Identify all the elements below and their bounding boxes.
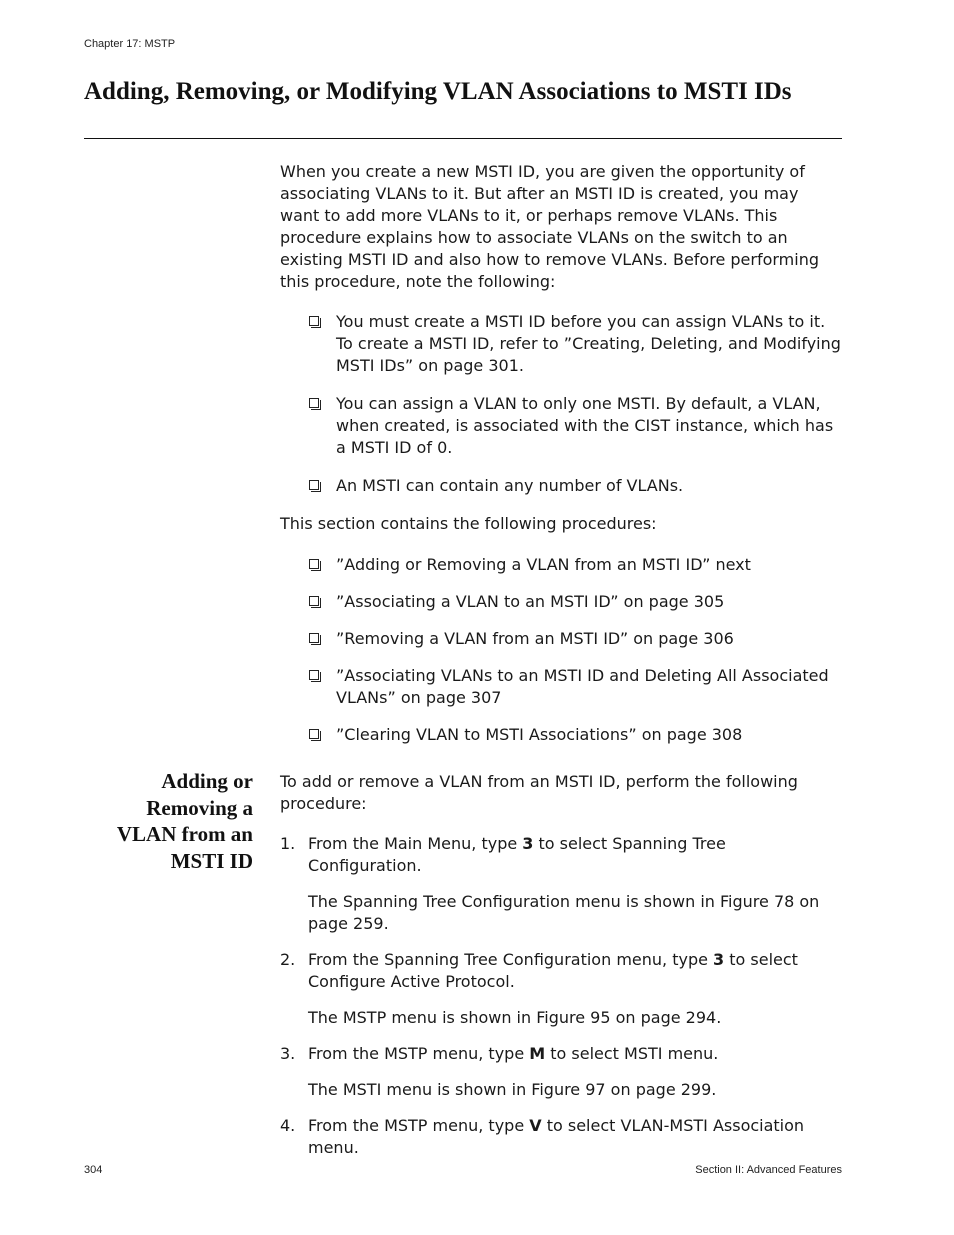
checkbox-bullet-icon xyxy=(309,729,319,739)
step-text-pre: From the Spanning Tree Configuration menu, type xyxy=(308,950,714,969)
procedure-link[interactable]: ”Clearing VLAN to MSTI Associations” on page 308 xyxy=(336,725,743,744)
checkbox-bullet-icon xyxy=(309,480,319,490)
procedure-link[interactable]: ”Associating a VLAN to an MSTI ID” on page 305 xyxy=(336,592,725,611)
step-item xyxy=(280,949,842,1029)
step-key: M xyxy=(529,1044,546,1063)
procedures-list xyxy=(308,554,842,746)
procedure-link[interactable]: ”Adding or Removing a VLAN from an MSTI ID” next xyxy=(336,555,751,574)
step-note: The MSTP menu is shown in Figure 95 on page 294. xyxy=(308,1008,722,1027)
note-text: An MSTI can contain any number of VLANs. xyxy=(336,476,684,495)
list-item xyxy=(308,393,842,459)
procedure-link[interactable]: ”Removing a VLAN from an MSTI ID” on page 306 xyxy=(336,629,734,648)
list-item xyxy=(308,475,842,497)
intro-block xyxy=(280,161,842,293)
step-number: 4. xyxy=(280,1116,296,1135)
step-key: 3 xyxy=(522,834,534,853)
steps-block xyxy=(280,833,842,1159)
running-head: Chapter 17: MSTP xyxy=(84,38,176,50)
checkbox-bullet-icon xyxy=(309,398,319,408)
step-key: 3 xyxy=(713,950,725,969)
step-item xyxy=(280,1043,842,1101)
step-number: 1. xyxy=(280,834,296,853)
step-text-post: to select VLAN-MSTI Association menu. xyxy=(308,1116,805,1157)
checkbox-bullet-icon xyxy=(309,559,319,569)
procedures-block xyxy=(308,554,842,746)
subsection-lead: To add or remove a VLAN from an MSTI ID, perform the following procedure: xyxy=(280,772,798,813)
intro-paragraph: When you create a new MSTI ID, you are given the opportunity of associating VLANs to it. But after an MSTI ID is created, you may want to add more VLANs to it, or perhaps remove VLANs. This procedure explains how to associate VLANs on the switch to an existing MSTI ID and also how to remove VLANs. Before performing this procedure, note the following: xyxy=(280,162,819,291)
page-number: 304 xyxy=(84,1164,103,1176)
step-text-pre: From the MSTP menu, type xyxy=(308,1116,530,1135)
steps-list xyxy=(280,833,842,1159)
step-text-post: to select MSTI menu. xyxy=(545,1044,719,1063)
step-number: 2. xyxy=(280,950,296,969)
step-text-pre: From the Main Menu, type xyxy=(308,834,523,853)
list-item xyxy=(308,628,842,650)
step-text-pre: From the MSTP menu, type xyxy=(308,1044,530,1063)
procedure-link[interactable]: ”Associating VLANs to an MSTI ID and Deleting All Associated VLANs” on page 307 xyxy=(336,666,829,707)
notes-list xyxy=(308,311,842,497)
step-item xyxy=(280,1115,842,1159)
list-item xyxy=(308,311,842,377)
checkbox-bullet-icon xyxy=(309,596,319,606)
list-item xyxy=(308,591,842,613)
section-title: Adding, Removing, or Modifying VLAN Associations to MSTI IDs xyxy=(84,78,792,105)
subsection-lead-block xyxy=(280,771,842,815)
step-note: The Spanning Tree Configuration menu is shown in Figure 78 on page 259. xyxy=(308,892,820,933)
checkbox-bullet-icon xyxy=(309,316,319,326)
list-item xyxy=(308,665,842,709)
procedures-lead: This section contains the following procedures: xyxy=(280,514,657,533)
step-text-post: to select Spanning Tree Configuration. xyxy=(308,834,726,875)
notes-block xyxy=(308,311,842,497)
checkbox-bullet-icon xyxy=(309,670,319,680)
list-item xyxy=(308,724,842,746)
step-text-post: to select Configure Active Protocol. xyxy=(308,950,798,991)
step-note: The MSTI menu is shown in Figure 97 on page 299. xyxy=(308,1080,717,1099)
step-key: V xyxy=(529,1116,542,1135)
note-text: You must create a MSTI ID before you can assign VLANs to it. To create a MSTI ID, refer to ”Creating, Deleting, and Modifying MSTI IDs” on page 301. xyxy=(336,312,841,375)
note-text: You can assign a VLAN to only one MSTI. By default, a VLAN, when created, is associated with the CIST instance, which has a MSTI ID of 0. xyxy=(336,394,834,457)
step-item xyxy=(280,833,842,935)
title-rule xyxy=(84,138,842,139)
step-number: 3. xyxy=(280,1044,296,1063)
list-item xyxy=(308,554,842,576)
procedures-lead-block xyxy=(280,513,842,535)
checkbox-bullet-icon xyxy=(309,633,319,643)
footer-section-name: Section II: Advanced Features xyxy=(695,1164,842,1176)
subsection-heading: Adding or Removing a VLAN from an MSTI ID xyxy=(116,769,253,873)
